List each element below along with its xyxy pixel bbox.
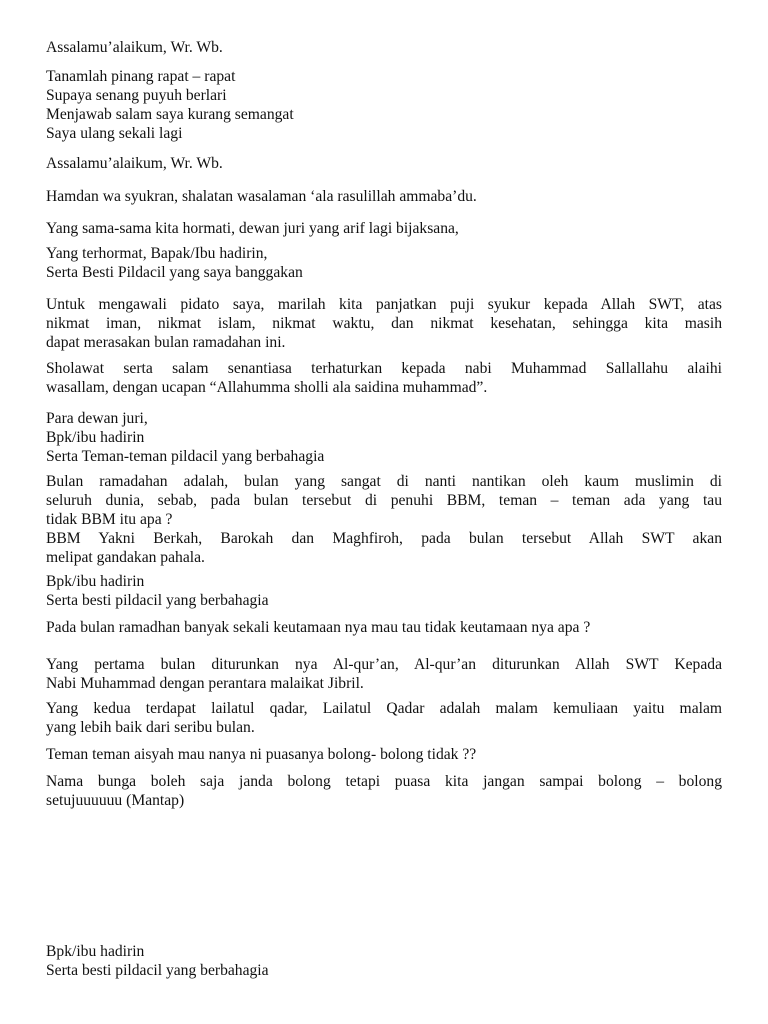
hamdan-paragraph: [46, 187, 722, 206]
question-line: Pada bulan ramadhan banyak sekali keutamaan nya mau tau tidak keutamaan nya apa ?: [46, 619, 591, 636]
address-hadirin-3: [46, 942, 722, 980]
paragraph-line: Yang pertama bulan diturunkan nya Al-qur’an, Al-qur’an diturunkan Allah SWT Kepada: [46, 656, 722, 673]
paragraph-line: melipat gandakan pahala.: [46, 549, 205, 566]
paragraph-line: wasallam, dengan ucapan “Allahumma sholli ala saidina muhammad”.: [46, 379, 488, 396]
pantun-verse: [46, 67, 722, 143]
bolong-paragraph: [46, 772, 722, 810]
paragraph-line: tidak BBM itu apa ?: [46, 511, 173, 528]
opening-paragraph: [46, 295, 722, 352]
paragraph-line: Nabi Muhammad dengan perantara malaikat Jibril.: [46, 675, 364, 692]
address-line: Serta besti pildacil yang berbahagia: [46, 592, 269, 609]
pantun-line: Tanamlah pinang rapat – rapat: [46, 68, 236, 85]
address-line: Bpk/ibu hadirin: [46, 943, 145, 960]
address-line: Yang terhormat, Bapak/Ibu hadirin,: [46, 245, 268, 262]
paragraph-line: setujuuuuuu (Mantap): [46, 792, 185, 809]
address-line: Bpk/ibu hadirin: [46, 429, 145, 446]
paragraph-line: Untuk mengawali pidato saya, marilah kita panjatkan puji syukur kepada Allah SWT, atas: [46, 296, 722, 313]
juri-address-line: Yang sama-sama kita hormati, dewan juri yang arif lagi bijaksana,: [46, 220, 459, 237]
bolong-question: [46, 745, 722, 764]
address-dewan-juri: [46, 409, 722, 466]
pantun-line: Supaya senang puyuh berlari: [46, 87, 227, 104]
address-hadirin-2: [46, 572, 722, 610]
greeting: [46, 38, 722, 57]
bbm-paragraph: [46, 529, 722, 567]
address-line: Serta besti pildacil yang berbahagia: [46, 962, 269, 979]
paragraph-line: yang lebih baik dari seribu bulan.: [46, 719, 255, 736]
first-virtue-paragraph: [46, 655, 722, 693]
keutamaan-question: [46, 618, 722, 637]
paragraph-line: Nama bunga boleh saja janda bolong tetapi puasa kita jangan sampai bolong – bolong: [46, 773, 722, 790]
address-line: Serta Teman-teman pildacil yang berbahagia: [46, 448, 325, 465]
address-line: Bpk/ibu hadirin: [46, 573, 145, 590]
paragraph-line: seluruh dunia, sebab, pada bulan tersebut di penuhi BBM, teman – teman ada yang tau: [46, 492, 722, 509]
paragraph-line: Sholawat serta salam senantiasa terhaturkan kepada nabi Muhammad Sallallahu alaihi: [46, 360, 722, 377]
paragraph-line: Yang kedua terdapat lailatul qadar, Lailatul Qadar adalah malam kemuliaan yaitu malam: [46, 700, 722, 717]
second-virtue-paragraph: [46, 699, 722, 737]
address-hadirin-1: [46, 244, 722, 282]
greeting-repeat-line: Assalamu’alaikum, Wr. Wb.: [46, 155, 223, 172]
ramadhan-paragraph: [46, 472, 722, 529]
paragraph-line: BBM Yakni Berkah, Barokah dan Maghfiroh, pada bulan tersebut Allah SWT akan: [46, 530, 722, 547]
paragraph-line: dapat merasakan bulan ramadahan ini.: [46, 334, 286, 351]
paragraph-line: Bulan ramadahan adalah, bulan yang sangat di nanti nantikan oleh kaum muslimin di: [46, 473, 722, 490]
greeting-line: Assalamu’alaikum, Wr. Wb.: [46, 39, 223, 56]
pantun-line: Saya ulang sekali lagi: [46, 125, 183, 142]
sholawat-paragraph: [46, 359, 722, 397]
pantun-line: Menjawab salam saya kurang semangat: [46, 106, 294, 123]
juri-address: [46, 219, 722, 238]
paragraph-line: nikmat iman, nikmat islam, nikmat waktu, dan nikmat kesehatan, sehingga kita masih: [46, 315, 722, 332]
address-line: Serta Besti Pildacil yang saya banggakan: [46, 264, 303, 281]
greeting-repeat: [46, 154, 722, 173]
address-line: Para dewan juri,: [46, 410, 148, 427]
hamdan-line: Hamdan wa syukran, shalatan wasalaman ‘ala rasulillah ammaba’du.: [46, 188, 477, 205]
question-line: Teman teman aisyah mau nanya ni puasanya bolong- bolong tidak ??: [46, 746, 477, 763]
